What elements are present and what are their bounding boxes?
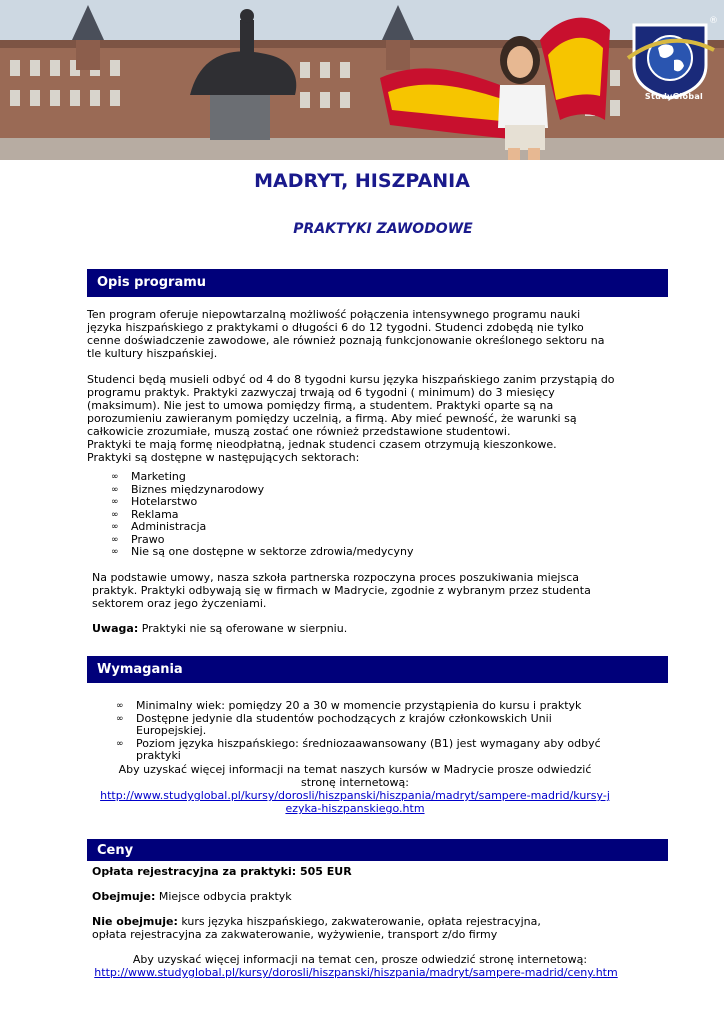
program-paragraph: Praktyki te mają formę nieodpłatną, jednak studenci czasem otrzymują kieszonkowe. bbox=[87, 438, 557, 451]
list-item: ∞ Nie są one dostępne w sektorze zdrowia/medycyny bbox=[111, 546, 611, 559]
list-item: ∞ Administracja bbox=[111, 521, 611, 534]
program-description bbox=[87, 308, 617, 464]
excludes-text: kurs języka hiszpańskiego, zakwaterowanie, opłata rejestracyjna, opłata rejestracyjna za zakwaterowanie, wyżywienie, transport z/do firmy bbox=[92, 915, 541, 941]
prices-info: Aby uzyskać więcej informacji na temat cen, prosze odwiedzić stronę internetową: bbox=[132, 953, 588, 966]
list-item: ∞ Dostępne jedynie dla studentów pochodzących z krajów członkowskich Unii Europejskiej. bbox=[116, 713, 616, 738]
excludes-label: Nie obejmuje: bbox=[92, 915, 178, 928]
page-subtitle: PRAKTYKI ZAWODOWE bbox=[293, 221, 473, 237]
section-heading-prices: Ceny bbox=[87, 839, 668, 861]
registered-mark: ® bbox=[709, 16, 718, 26]
program-paragraph: Ten program oferuje niepowtarzalną możliwość połączenia intensywnego programu nauki języka hiszpańskiego z praktykami o długości 6 do 12 tygodni. Studenci zdobędą nie tylko cenne doświadczenie zawodowe, ale również poznają funkcjonowanie określonego sektoru na tle kultury hiszpańskiej. bbox=[87, 308, 605, 360]
includes-text: Miejsce odbycia praktyk bbox=[155, 890, 292, 903]
section-heading-program: Opis programu bbox=[87, 269, 668, 297]
requirements-link-wrap bbox=[100, 789, 610, 815]
courses-link[interactable]: http://www.studyglobal.pl/kursy/dorosli/hiszpanski/hiszpania/madryt/sampere-madrid/kursy-jezyka-hiszpanskiego.htm bbox=[100, 789, 610, 815]
requirements-list bbox=[116, 700, 616, 763]
program-paragraph: Studenci będą musieli odbyć od 4 do 8 tygodni kursu języka hiszpańskiego zanim przystąpią do programu praktyk. Praktyki zazwyczaj trwają od 6 tygodni ( minimum) do 3 miesięcy (maksimum). Nie jest to umowa pomiędzy firmą, a studentem. Praktyki oparte są na porozumieniu zawieranym pomiędzy uczelnią, a firmą. Aby mieć pewność, że warunki są całkowicie zrozumiałe, muszą zostać one również przedstawione studentowi. bbox=[87, 373, 615, 438]
list-item: ∞ Biznes międzynarodowy bbox=[111, 484, 611, 497]
price-excludes bbox=[92, 915, 562, 941]
registration-fee: Opłata rejestracyjna za praktyki: 505 EUR bbox=[92, 865, 352, 878]
list-item: ∞ Marketing bbox=[111, 471, 611, 484]
sectors-list bbox=[111, 471, 611, 559]
requirements-info: Aby uzyskać więcej informacji na temat naszych kursów w Madrycie prosze odwiedzić stronę internetową: bbox=[118, 763, 592, 789]
studyglobal-logo[interactable] bbox=[624, 16, 718, 101]
logo-brand-text: StudyGlobal bbox=[644, 92, 704, 101]
includes-label: Obejmuje: bbox=[92, 890, 156, 903]
program-partner-paragraph: Na podstawie umowy, nasza szkoła partnerska rozpoczyna proces poszukiwania miejsca praktyk. Praktyki odbywają się w firmach w Madrycie, zgodnie z wybranym przez studenta sektorem oraz jego życzeniami. bbox=[92, 571, 591, 610]
list-item: ∞ Reklama bbox=[111, 509, 611, 522]
section-heading-requirements: Wymagania bbox=[87, 656, 668, 683]
prices-link-wrap bbox=[86, 966, 626, 979]
header-banner-photo bbox=[0, 0, 724, 160]
globe-shield-icon bbox=[624, 20, 716, 100]
madrid-plaza-illustration bbox=[0, 0, 724, 160]
program-note bbox=[92, 622, 612, 635]
list-item: ∞ Minimalny wiek: pomiędzy 20 a 30 w momencie przystąpienia do kursu i praktyk bbox=[116, 700, 616, 713]
list-item: ∞ Poziom języka hiszpańskiego: średniozaawansowany (B1) jest wymagany aby odbyć praktyki bbox=[116, 738, 616, 763]
list-item: ∞ Prawo bbox=[111, 534, 611, 547]
price-includes bbox=[92, 890, 612, 903]
note-text: Praktyki nie są oferowane w sierpniu. bbox=[138, 622, 348, 635]
list-item: ∞ Hotelarstwo bbox=[111, 496, 611, 509]
page-title: MADRYT, HISZPANIA bbox=[254, 170, 470, 192]
note-label: Uwaga: bbox=[92, 622, 139, 635]
program-paragraph: Praktyki są dostępne w następujących sektorach: bbox=[87, 451, 360, 464]
prices-link[interactable]: http://www.studyglobal.pl/kursy/dorosli/hiszpanski/hiszpania/madryt/sampere-madrid/ceny.htm bbox=[94, 966, 618, 979]
